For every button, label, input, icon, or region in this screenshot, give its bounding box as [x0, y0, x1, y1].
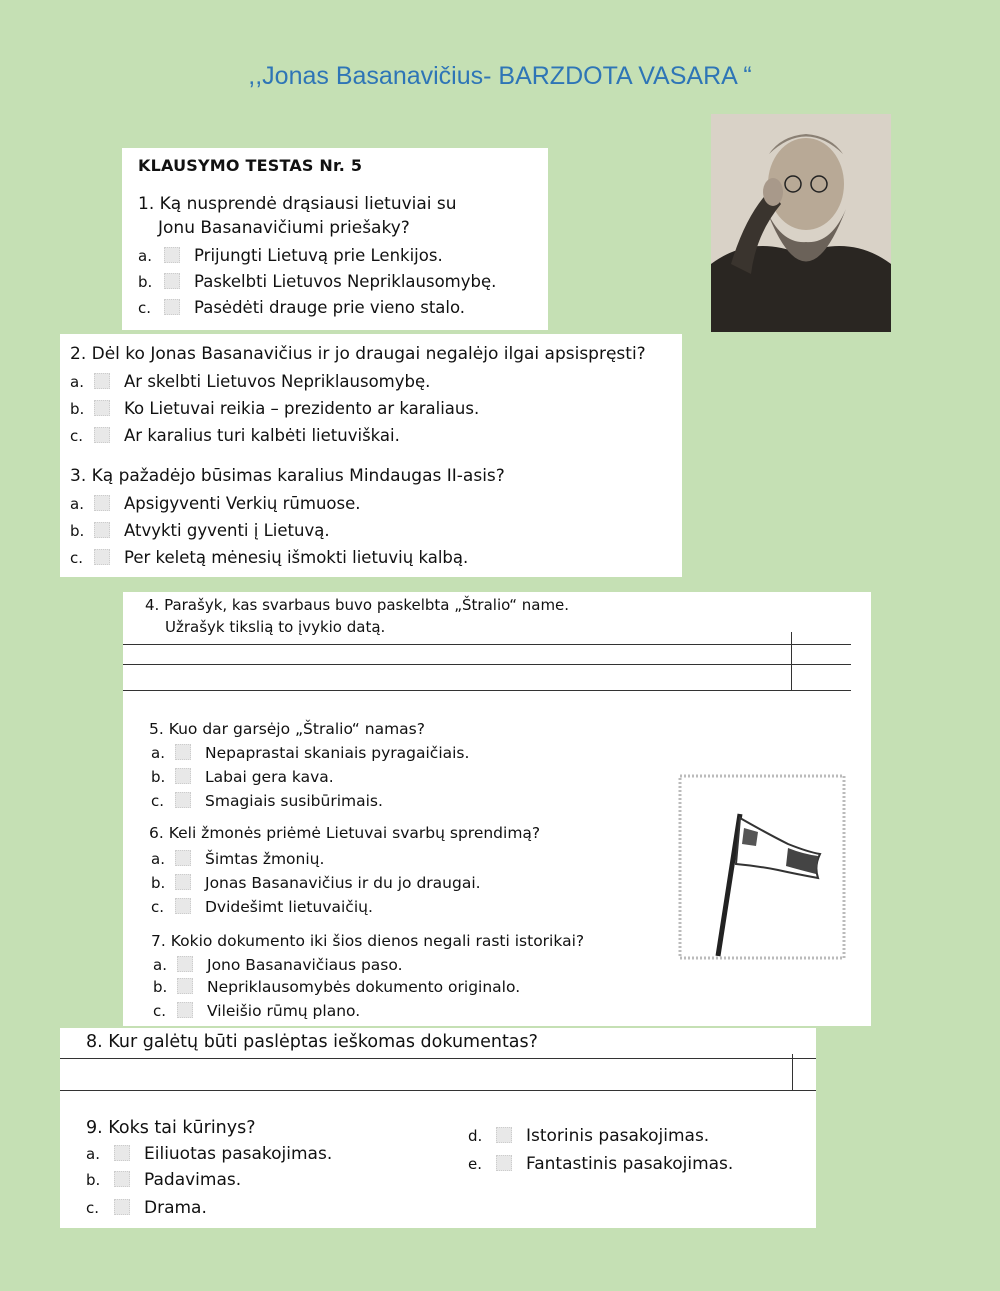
q9-option-c[interactable]	[86, 1198, 207, 1218]
option-letter: b.	[70, 522, 85, 540]
option-text: Pasėdėti drauge prie vieno stalo.	[194, 298, 466, 317]
answer-checkbox[interactable]	[496, 1155, 512, 1171]
option-letter: b.	[153, 978, 168, 996]
answer-line[interactable]	[123, 664, 851, 665]
question-block-2-3	[60, 334, 682, 577]
option-text: Smagiais susibūrimais.	[205, 792, 383, 810]
answer-divider	[791, 632, 792, 690]
option-text: Padavimas.	[144, 1170, 242, 1190]
q6-option-a[interactable]	[151, 850, 324, 868]
test-heading: KLAUSYMO TESTAS Nr. 5	[138, 156, 363, 175]
question-4-line-1: 4. Parašyk, kas svarbaus buvo paskelbta „Štralio“ name.	[145, 596, 570, 614]
answer-checkbox[interactable]	[164, 299, 180, 315]
option-text: Prijungti Lietuvą prie Lenkijos.	[194, 246, 443, 265]
question-2: 2. Dėl ko Jonas Basanavičius ir jo draugai negalėjo ilgai apsispręsti?	[70, 344, 646, 364]
option-text: Labai gera kava.	[205, 768, 334, 786]
answer-checkbox[interactable]	[175, 850, 191, 866]
answer-checkbox[interactable]	[114, 1145, 130, 1161]
q9-option-a[interactable]	[86, 1144, 332, 1164]
q7-option-c[interactable]	[153, 1002, 360, 1020]
option-letter: a.	[153, 956, 167, 974]
question-block-8-9	[60, 1028, 816, 1228]
q6-option-b[interactable]	[151, 874, 481, 892]
q2-option-b[interactable]	[70, 399, 479, 418]
answer-checkbox[interactable]	[164, 273, 180, 289]
option-text: Jonas Basanavičius ir du jo draugai.	[205, 874, 481, 892]
answer-checkbox[interactable]	[175, 874, 191, 890]
flag-picture	[678, 774, 846, 960]
question-block-1	[122, 148, 548, 330]
question-5: 5. Kuo dar garsėjo „Štralio“ namas?	[149, 720, 425, 738]
option-letter: c.	[153, 1002, 167, 1020]
option-letter: a.	[138, 247, 152, 265]
q5-option-a[interactable]	[151, 744, 469, 762]
option-letter: a.	[151, 744, 165, 762]
option-text: Šimtas žmonių.	[205, 850, 325, 868]
answer-checkbox[interactable]	[94, 400, 110, 416]
answer-checkbox[interactable]	[164, 247, 180, 263]
answer-checkbox[interactable]	[177, 956, 193, 972]
answer-divider	[792, 1054, 793, 1090]
question-4-line-2: Užrašyk tikslią to įvykio datą.	[165, 618, 386, 636]
question-1-line-2: Jonu Basanavičiumi priešaky?	[158, 218, 410, 238]
page-title: ,,Jonas Basanavičius- BARZDOTA VASARA “	[248, 62, 752, 90]
answer-line[interactable]	[123, 690, 851, 691]
answer-checkbox[interactable]	[94, 549, 110, 565]
q6-option-c[interactable]	[151, 898, 373, 916]
question-3: 3. Ką pažadėjo būsimas karalius Mindaugas II-asis?	[70, 466, 505, 486]
option-text: Apsigyventi Verkių rūmuose.	[124, 494, 361, 513]
option-text: Drama.	[144, 1198, 207, 1218]
question-6: 6. Keli žmonės priėmė Lietuvai svarbų sprendimą?	[149, 824, 541, 842]
option-text: Ar skelbti Lietuvos Nepriklausomybę.	[124, 372, 431, 391]
question-1-line-1: 1. Ką nusprendė drąsiausi lietuviai su	[138, 194, 457, 214]
q9-option-b[interactable]	[86, 1170, 241, 1190]
q9-option-d[interactable]	[468, 1126, 709, 1146]
option-letter: b.	[70, 400, 85, 418]
option-text: Ar karalius turi kalbėti lietuviškai.	[124, 426, 400, 445]
option-text: Nepriklausomybės dokumento originalo.	[207, 978, 521, 996]
portrait-photo	[711, 114, 891, 332]
option-letter: c.	[151, 792, 165, 810]
option-text: Ko Lietuvai reikia – prezidento ar karaliaus.	[124, 399, 480, 418]
q3-option-b[interactable]	[70, 521, 330, 540]
option-text: Atvykti gyventi į Lietuvą.	[124, 521, 330, 540]
option-letter: c.	[70, 549, 84, 567]
q7-option-b[interactable]	[153, 978, 520, 996]
q1-option-c[interactable]	[138, 298, 465, 317]
answer-checkbox[interactable]	[94, 522, 110, 538]
option-letter: a.	[70, 495, 84, 513]
q2-option-c[interactable]	[70, 426, 400, 445]
q1-option-a[interactable]	[138, 246, 443, 265]
option-letter: d.	[468, 1127, 483, 1145]
option-text: Dvidešimt lietuvaičių.	[205, 898, 373, 916]
option-letter: b.	[86, 1171, 101, 1189]
answer-checkbox[interactable]	[94, 495, 110, 511]
answer-checkbox[interactable]	[177, 978, 193, 994]
option-letter: a.	[70, 373, 84, 391]
option-text: Nepaprastai skaniais pyragaičiais.	[205, 744, 470, 762]
option-text: Eiliuotas pasakojimas.	[144, 1144, 333, 1164]
question-9: 9. Koks tai kūrinys?	[86, 1118, 256, 1138]
answer-checkbox[interactable]	[94, 427, 110, 443]
answer-checkbox[interactable]	[114, 1199, 130, 1215]
answer-checkbox[interactable]	[175, 768, 191, 784]
option-letter: b.	[151, 874, 166, 892]
answer-checkbox[interactable]	[175, 792, 191, 808]
option-text: Per keletą mėnesių išmokti lietuvių kalbą.	[124, 548, 469, 567]
q1-option-b[interactable]	[138, 272, 496, 291]
q5-option-c[interactable]	[151, 792, 383, 810]
option-letter: c.	[70, 427, 84, 445]
q5-option-b[interactable]	[151, 768, 334, 786]
q3-option-a[interactable]	[70, 494, 361, 513]
option-text: Istorinis pasakojimas.	[526, 1126, 710, 1146]
option-text: Jono Basanavičiaus paso.	[207, 956, 403, 974]
answer-checkbox[interactable]	[177, 1002, 193, 1018]
option-letter: c.	[138, 299, 152, 317]
answer-checkbox[interactable]	[496, 1127, 512, 1143]
answer-checkbox[interactable]	[175, 898, 191, 914]
answer-checkbox[interactable]	[175, 744, 191, 760]
option-letter: e.	[468, 1155, 482, 1173]
option-letter: b.	[138, 273, 153, 291]
answer-line[interactable]	[123, 644, 851, 645]
option-letter: a.	[86, 1145, 100, 1163]
answer-checkbox[interactable]	[114, 1171, 130, 1187]
question-8: 8. Kur galėtų būti paslėptas ieškomas dokumentas?	[86, 1032, 538, 1052]
q3-option-c[interactable]	[70, 548, 468, 567]
answer-line[interactable]	[60, 1058, 816, 1059]
option-letter: b.	[151, 768, 166, 786]
answer-line[interactable]	[60, 1090, 816, 1091]
option-text: Paskelbti Lietuvos Nepriklausomybę.	[194, 272, 497, 291]
answer-checkbox[interactable]	[94, 373, 110, 389]
option-letter: c.	[151, 898, 165, 916]
q9-option-e[interactable]	[468, 1154, 733, 1174]
q2-option-a[interactable]	[70, 372, 430, 391]
option-text: Vileišio rūmų plano.	[207, 1002, 361, 1020]
question-7: 7. Kokio dokumento iki šios dienos negali rasti istorikai?	[151, 932, 585, 950]
q7-option-a[interactable]	[153, 956, 403, 974]
option-letter: a.	[151, 850, 165, 868]
option-letter: c.	[86, 1199, 100, 1217]
option-text: Fantastinis pasakojimas.	[526, 1154, 734, 1174]
